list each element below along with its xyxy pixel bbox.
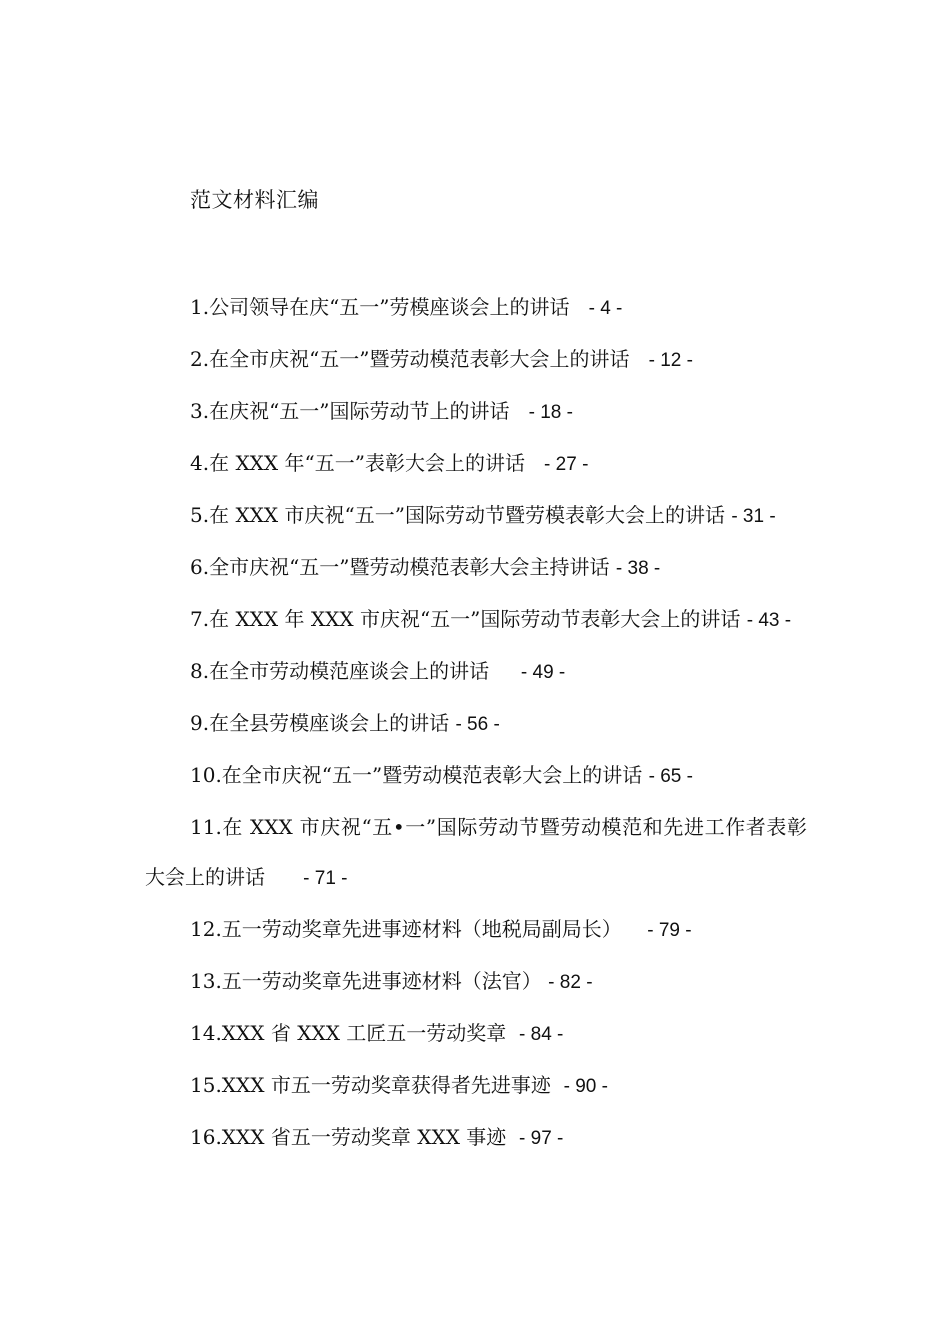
toc-entry-page: - 31 - — [731, 506, 776, 527]
toc-entry-2[interactable] — [145, 334, 807, 386]
toc-entry-title: 14.XXX 省 XXX 工匠五一劳动奖章 — [190, 1021, 507, 1045]
toc-entry-page: - 79 - — [647, 920, 692, 941]
toc-entry-title: 6.全市庆祝“五一”暨劳动模范表彰大会主持讲话 — [190, 555, 610, 579]
table-of-contents — [145, 282, 807, 1164]
toc-entry-title: 9.在全县劳模座谈会上的讲话 — [190, 711, 450, 735]
toc-entry-6[interactable] — [145, 542, 807, 594]
toc-entry-gap — [630, 347, 649, 371]
toc-entry-page: - 65 - — [648, 766, 693, 787]
toc-entry-page: - 71 - — [303, 868, 348, 889]
toc-entry-page: - 90 - — [563, 1076, 608, 1097]
toc-entry-title: 16.XXX 省五一劳动奖章 XXX 事迹 — [190, 1125, 507, 1149]
toc-entry-8[interactable] — [145, 646, 807, 698]
toc-entry-title: 13.五一劳动奖章先进事迹材料（法官） — [190, 969, 542, 993]
toc-entry-gap — [570, 295, 589, 319]
toc-entry-gap — [510, 399, 529, 423]
toc-entry-gap — [506, 1021, 519, 1045]
toc-entry-gap — [489, 659, 521, 683]
toc-entry-13[interactable] — [145, 956, 807, 1008]
toc-entry-16[interactable] — [145, 1112, 807, 1164]
toc-entry-title: 12.五一劳动奖章先进事迹材料（地税局副局长） — [190, 917, 622, 941]
toc-entry-page: - 84 - — [519, 1024, 564, 1045]
toc-entry-10[interactable] — [145, 750, 807, 802]
toc-entry-title: 4.在 XXX 年“五一”表彰大会上的讲话 — [190, 451, 525, 475]
toc-entry-title: 2.在全市庆祝“五一”暨劳动模范表彰大会上的讲话 — [190, 347, 630, 371]
toc-entry-page: - 49 - — [520, 662, 566, 683]
toc-entry-gap — [506, 1125, 519, 1149]
toc-entry-page: - 27 - — [544, 454, 589, 475]
toc-entry-4[interactable] — [145, 438, 807, 490]
toc-entry-1[interactable] — [145, 282, 807, 334]
toc-entry-9[interactable] — [145, 698, 807, 750]
document-title: 范文材料汇编 — [190, 188, 319, 212]
toc-entry-page: - 12 - — [648, 350, 693, 371]
toc-entry-page: - 18 - — [528, 402, 573, 423]
toc-entry-page: - 4 - — [588, 298, 623, 319]
toc-entry-3[interactable] — [145, 386, 807, 438]
toc-entry-title: 11.在 XXX 市庆祝“五•一”国际劳动节暨劳动模范和先进工作者表彰大会上的讲话 — [145, 815, 807, 889]
toc-entry-title: 7.在 XXX 年 XXX 市庆祝“五一”国际劳动节表彰大会上的讲话 — [190, 607, 741, 631]
toc-entry-11[interactable] — [145, 802, 807, 904]
toc-entry-title: 5.在 XXX 市庆祝“五一”国际劳动节暨劳模表彰大会上的讲话 — [190, 503, 725, 527]
toc-entry-14[interactable] — [145, 1008, 807, 1060]
toc-entry-title: 1.公司领导在庆“五一”劳模座谈会上的讲话 — [190, 295, 570, 319]
toc-entry-gap — [265, 865, 303, 889]
toc-entry-page: - 43 - — [746, 610, 792, 631]
toc-entry-12[interactable] — [145, 904, 807, 956]
toc-entry-title: 8.在全市劳动模范座谈会上的讲话 — [190, 659, 490, 683]
toc-entry-5[interactable] — [145, 490, 807, 542]
toc-entry-page: - 97 - — [519, 1128, 564, 1149]
toc-entry-title: 3.在庆祝“五一”国际劳动节上的讲话 — [190, 399, 510, 423]
toc-entry-title: 15.XXX 市五一劳动奖章获得者先进事迹 — [190, 1073, 551, 1097]
toc-entry-page: - 56 - — [455, 714, 500, 735]
toc-entry-15[interactable] — [145, 1060, 807, 1112]
toc-entry-gap — [551, 1073, 564, 1097]
toc-entry-gap — [525, 451, 544, 475]
toc-entry-page: - 38 - — [615, 558, 661, 579]
toc-entry-7[interactable] — [145, 594, 807, 646]
toc-entry-title: 10.在全市庆祝“五一”暨劳动模范表彰大会上的讲话 — [190, 763, 643, 787]
toc-entry-page: - 82 - — [548, 972, 593, 993]
toc-entry-gap — [622, 917, 647, 941]
